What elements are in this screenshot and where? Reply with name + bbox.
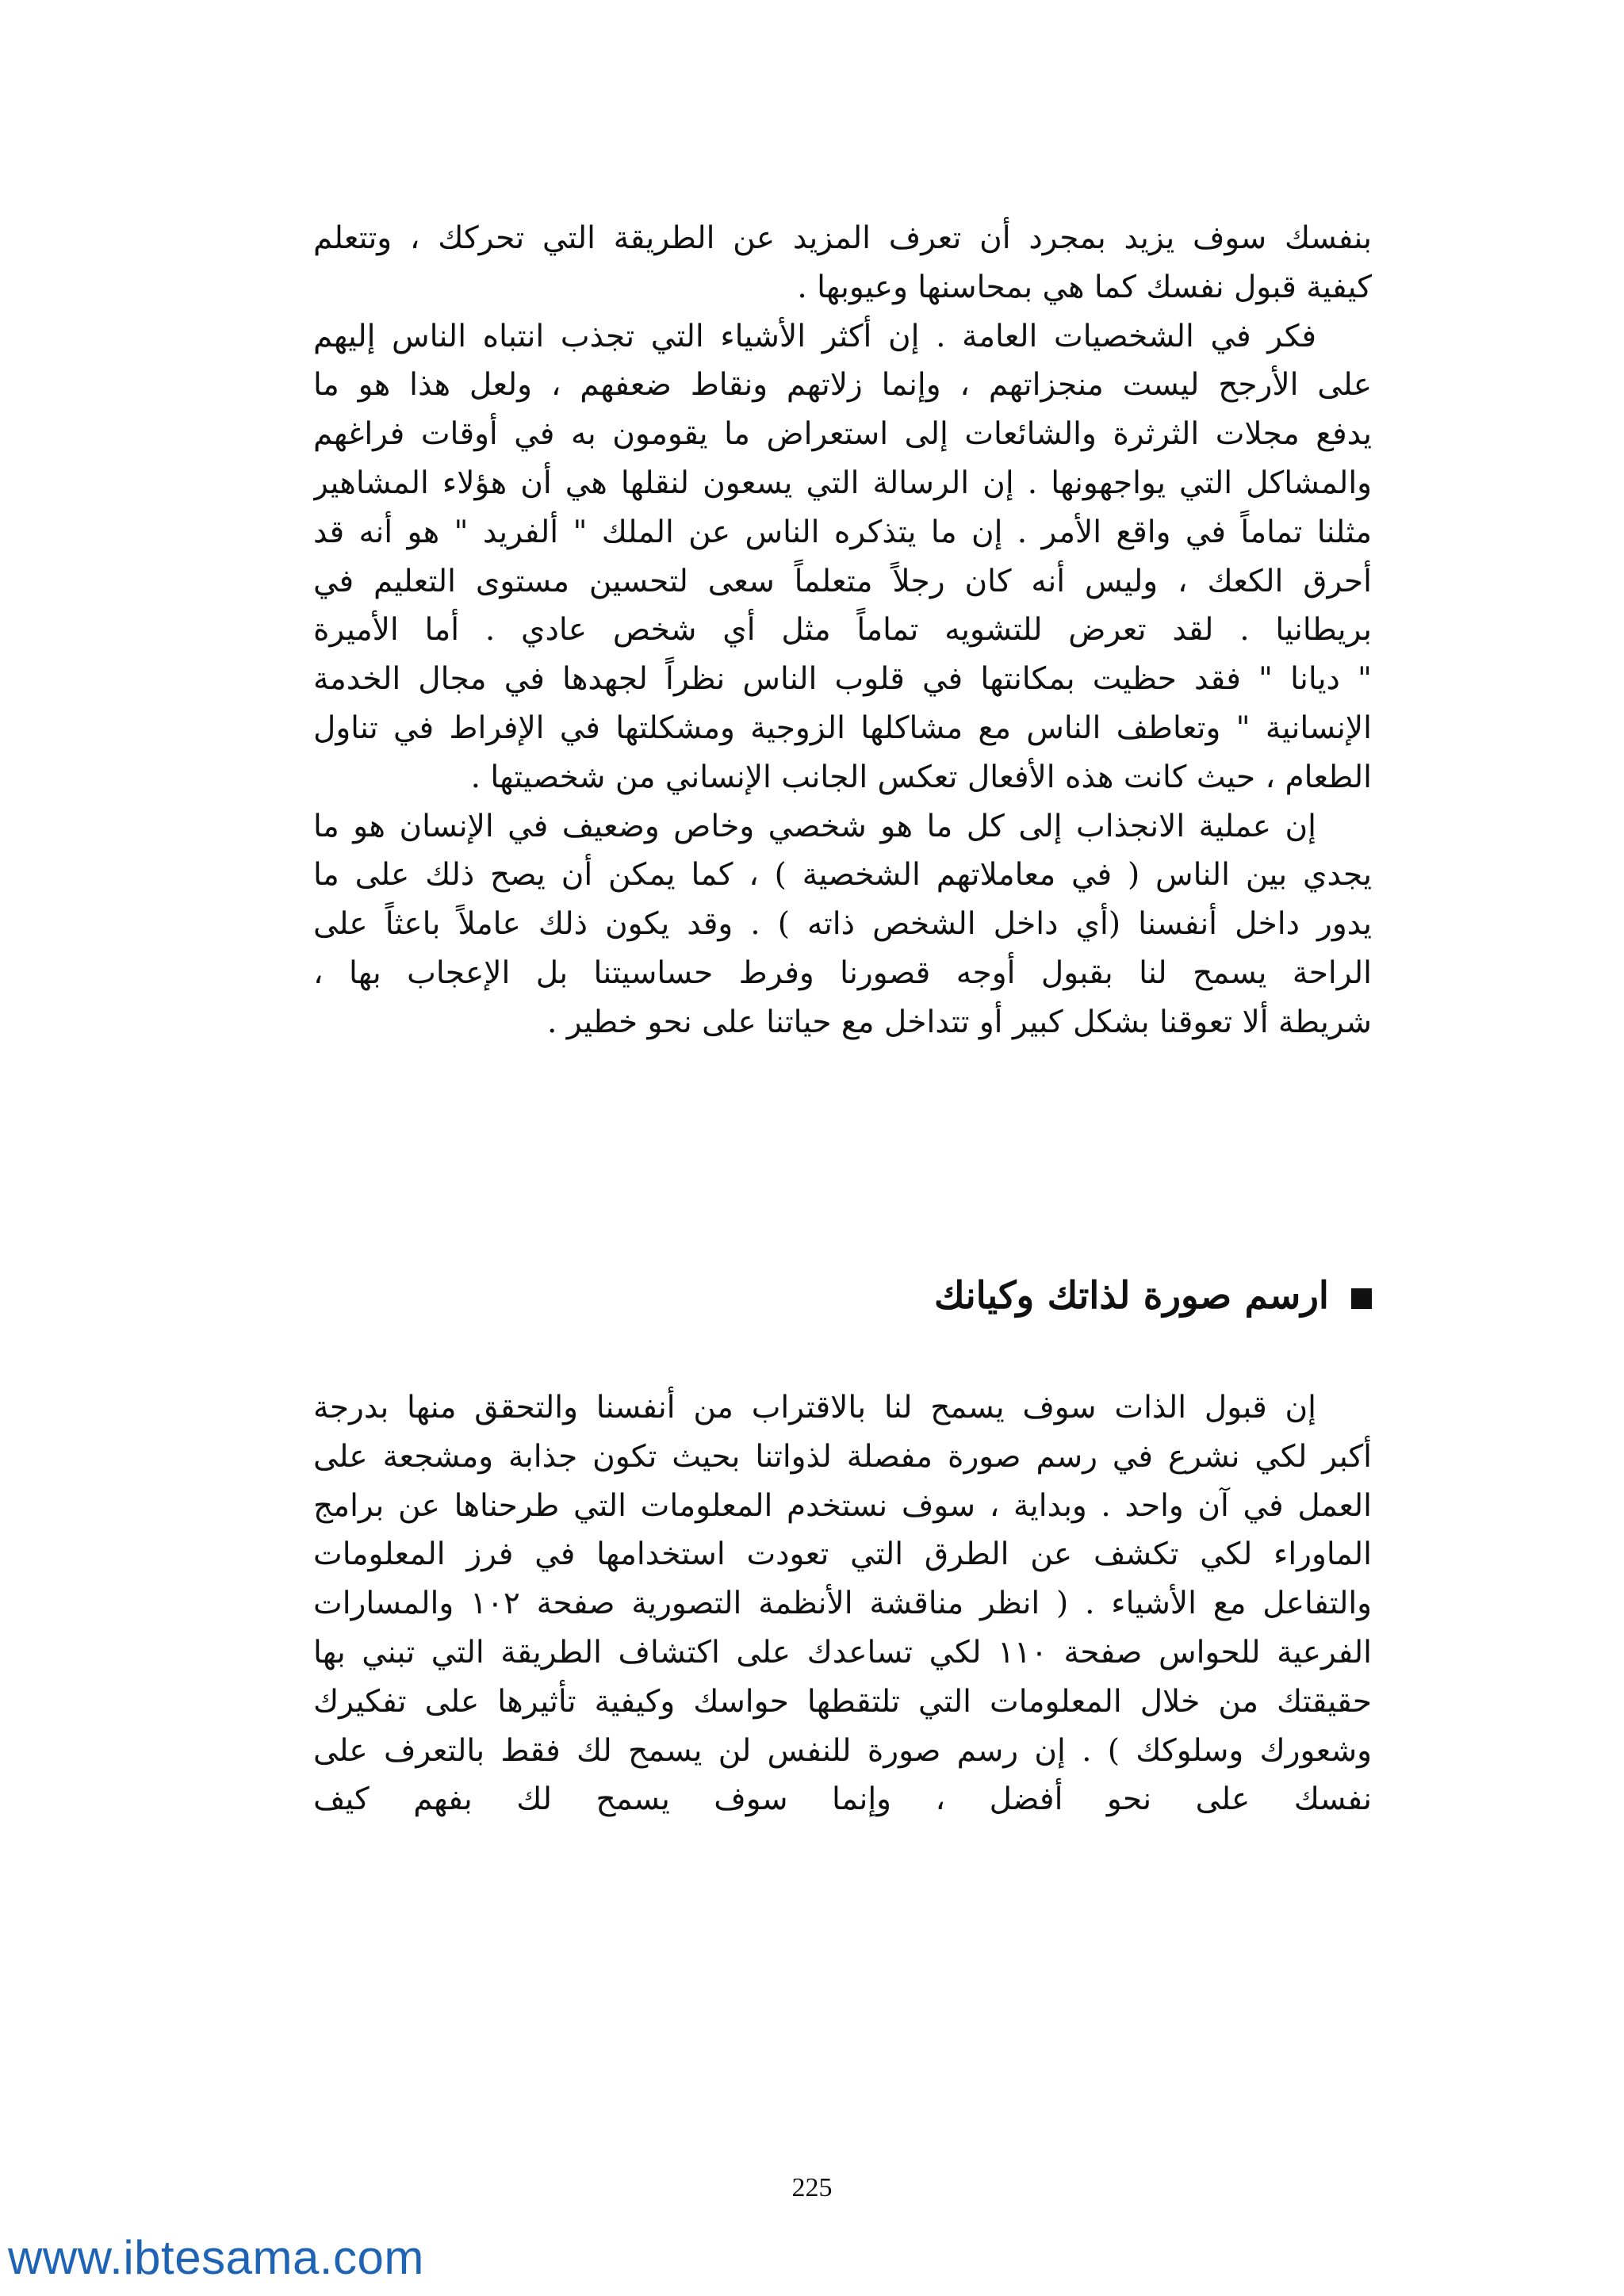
paragraph-3-line: يدور داخل أنفسنا (أي داخل الشخص ذاته ) . وقد يكون ذلك عاملاً باعثاً على	[313, 906, 1372, 943]
paragraph-2-line: والمشاكل التي يواجهونها . إن الرسالة التي يسعون لنقلها هي أن هؤلاء المشاهير	[313, 465, 1372, 501]
paragraph-3-line: الراحة يسمح لنا بقبول أوجه قصورنا وفرط حساسيتنا بل الإعجاب بها ،	[313, 955, 1372, 991]
paragraph-2-line: بريطانيا . لقد تعرض للتشويه تماماً مثل أي شخص عادي . أما الأميرة	[313, 612, 1372, 649]
paragraph-4-line: أكبر لكي نشرع في رسم صورة مفصلة لذواتنا بحيث تكون جذابة ومشجعة على	[313, 1438, 1372, 1475]
paragraph-2-line: الطعام ، حيث كانت هذه الأفعال تعكس الجانب الإنساني من شخصيتها .	[470, 759, 1372, 795]
paragraph-4-line: الفرعية للحواس صفحة ١١٠ لكي تساعدك على اكتشاف الطريقة التي تبني بها	[313, 1634, 1372, 1670]
text-block-lower	[313, 1383, 1372, 1824]
paragraph-4-line: والتفاعل مع الأشياء . ( انظر مناقشة الأنظمة التصورية صفحة ١٠٢ والمسارات	[313, 1586, 1372, 1622]
paragraph-4-line: نفسك على نحو أفضل ، وإنما سوف يسمح لك بفهم كيف	[313, 1781, 1372, 1818]
paragraph-4-line: العمل في آن واحد . وبداية ، سوف نستخدم المعلومات التي طرحناها عن برامج	[313, 1487, 1372, 1524]
section-heading	[313, 1269, 1372, 1324]
paragraph-1-line: بنفسك سوف يزيد بمجرد أن تعرف المزيد عن الطريقة التي تحركك ، وتتعلم	[313, 220, 1372, 256]
paragraph-4-line: إن قبول الذات سوف يسمح لنا بالاقتراب من أنفسنا والتحقق منها بدرجة	[313, 1390, 1316, 1425]
paragraph-2-line: مثلنا تماماً في واقع الأمر . إن ما يتذكره الناس عن الملك " ألفريد " هو أنه قد	[313, 514, 1372, 550]
paragraph-2-line: أحرق الكعك ، وليس أنه كان رجلاً متعلماً سعى لتحسين مستوى التعليم في	[313, 563, 1372, 599]
paragraph-1-line: كيفية قبول نفسك كما هي بمحاسنها وعيوبها .	[797, 269, 1372, 305]
section-heading-text: ارسم صورة لذاتك وكيانك	[933, 1274, 1329, 1318]
watermark-link[interactable]: www.ibtesama.com	[8, 2231, 424, 2284]
paragraph-2-line: " ديانا " فقد حظيت بمكانتها في قلوب الناس نظراً لجهدها في مجال الخدمة	[313, 661, 1372, 698]
square-bullet-icon	[1351, 1288, 1372, 1309]
paragraph-2-line: على الأرجح ليست منجزاتهم ، وإنما زلاتهم ونقاط ضعفهم ، ولعل هذا هو ما	[313, 367, 1372, 404]
paragraph-2-line: فكر في الشخصيات العامة . إن أكثر الأشياء التي تجذب انتباه الناس إليهم	[313, 318, 1316, 354]
paragraph-4-line: الماوراء لكي تكشف عن الطرق التي تعودت استخدامها في فرز المعلومات	[313, 1536, 1372, 1573]
paragraph-2-line: يدفع مجلات الثرثرة والشائعات إلى استعراض ما يقومون به في أوقات فراغهم	[313, 416, 1372, 453]
page-number: 225	[791, 2173, 833, 2202]
paragraph-2-line: الإنسانية " وتعاطف الناس مع مشاكلها الزوجية ومشكلتها في الإفراط في تناول	[313, 710, 1372, 746]
paragraph-3-line: شريطة ألا تعوقنا بشكل كبير أو تتداخل مع حياتنا على نحو خطير .	[546, 1004, 1372, 1040]
paragraph-4-line: حقيقتك من خلال المعلومات التي تلتقطها حواسك وكيفية تأثيرها على تفكيرك	[313, 1683, 1372, 1720]
paragraph-3-line: إن عملية الانجذاب إلى كل ما هو شخصي وخاص وضعيف في الإنسان هو ما	[313, 808, 1316, 844]
paragraph-4-line: وشعورك وسلوكك ) . إن رسم صورة للنفس لن يسمح لك فقط بالتعرف على	[313, 1732, 1372, 1769]
paragraph-3-line: يجدي بين الناس ( في معاملاتهم الشخصية ) ، كما يمكن أن يصح ذلك على ما	[313, 857, 1372, 894]
text-block-upper	[313, 214, 1372, 1047]
